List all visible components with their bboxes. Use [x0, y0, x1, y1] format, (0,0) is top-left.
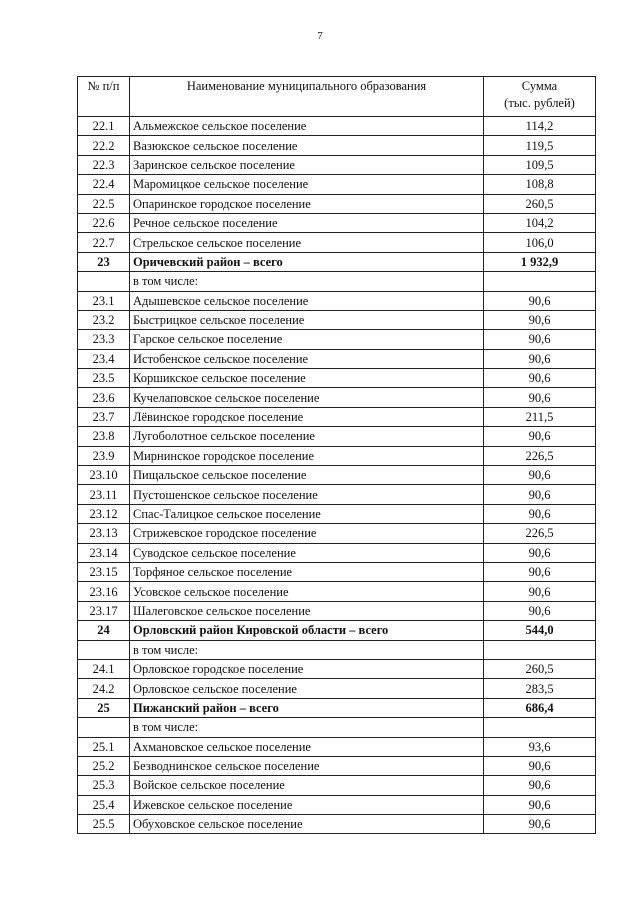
row-name: Лугоболотное сельское поселение: [130, 427, 484, 446]
row-name: Заринское сельское поселение: [130, 155, 484, 174]
row-sum: [484, 718, 596, 737]
row-sum: [484, 272, 596, 291]
row-number: 23.10: [78, 466, 130, 485]
table-row: [78, 213, 596, 232]
row-number: 24.1: [78, 659, 130, 678]
header-name: Наименование муниципального образования: [130, 77, 484, 117]
row-number: 23.7: [78, 407, 130, 426]
row-sum: 90,6: [484, 330, 596, 349]
row-name: Мирнинское городское поселение: [130, 446, 484, 465]
row-number: 23.17: [78, 601, 130, 620]
row-number: 24: [78, 621, 130, 640]
row-sum: 211,5: [484, 407, 596, 426]
row-number: 23.4: [78, 349, 130, 368]
row-name: Обуховское сельское поселение: [130, 815, 484, 834]
row-number: 23.6: [78, 388, 130, 407]
row-sum: 90,6: [484, 504, 596, 523]
table-row: [78, 427, 596, 446]
table-row: [78, 485, 596, 504]
row-name: Пустошенское сельское поселение: [130, 485, 484, 504]
row-number: 25.4: [78, 795, 130, 814]
row-sum: 114,2: [484, 117, 596, 136]
row-name: Стрельское сельское поселение: [130, 233, 484, 252]
row-name: Оричевский район – всего: [130, 252, 484, 271]
row-name: Ахмановское сельское поселение: [130, 737, 484, 756]
row-number: 24.2: [78, 679, 130, 698]
table-row: [78, 349, 596, 368]
row-sum: 106,0: [484, 233, 596, 252]
row-number: 25: [78, 698, 130, 717]
row-name: Орловское сельское поселение: [130, 679, 484, 698]
row-number: 23.2: [78, 310, 130, 329]
table-row: [78, 524, 596, 543]
table-row: [78, 446, 596, 465]
row-number: 23: [78, 252, 130, 271]
row-sum: 283,5: [484, 679, 596, 698]
row-name: Вазюкское сельское поселение: [130, 136, 484, 155]
row-number: 22.3: [78, 155, 130, 174]
row-sum: 226,5: [484, 524, 596, 543]
row-name: Безводнинское сельское поселение: [130, 756, 484, 775]
row-number: [78, 718, 130, 737]
table-row: [78, 310, 596, 329]
row-name: Войское сельское поселение: [130, 776, 484, 795]
row-sum: 90,6: [484, 291, 596, 310]
table-row: [78, 718, 596, 737]
row-number: 22.2: [78, 136, 130, 155]
row-number: 25.3: [78, 776, 130, 795]
row-sum: 90,6: [484, 466, 596, 485]
table-row: [78, 601, 596, 620]
table-body: [78, 117, 596, 834]
header-sum-unit: (тыс. рублей): [504, 96, 575, 110]
table-row: [78, 776, 596, 795]
row-name: Торфяное сельское поселение: [130, 562, 484, 581]
row-sum: 109,5: [484, 155, 596, 174]
row-sum: 90,6: [484, 815, 596, 834]
row-sum: 104,2: [484, 213, 596, 232]
table-row: [78, 679, 596, 698]
table-row: [78, 233, 596, 252]
row-sum: 260,5: [484, 194, 596, 213]
table-row: [78, 369, 596, 388]
row-number: 22.4: [78, 175, 130, 194]
table-header: [78, 77, 596, 117]
row-sum: 90,6: [484, 388, 596, 407]
row-name: в том числе:: [130, 640, 484, 659]
table-row: [78, 582, 596, 601]
table-row: [78, 272, 596, 291]
row-name: Речное сельское поселение: [130, 213, 484, 232]
table-row-total: [78, 621, 596, 640]
table-row: [78, 175, 596, 194]
row-name: Спас-Талицкое сельское поселение: [130, 504, 484, 523]
row-name: Кучелаповское сельское поселение: [130, 388, 484, 407]
row-name: Пижанский район – всего: [130, 698, 484, 717]
row-sum: 108,8: [484, 175, 596, 194]
row-name: Маромицкое сельское поселение: [130, 175, 484, 194]
row-name: Усовское сельское поселение: [130, 582, 484, 601]
row-number: 22.1: [78, 117, 130, 136]
table-row: [78, 640, 596, 659]
row-number: 23.12: [78, 504, 130, 523]
row-name: Орловский район Кировской области – всего: [130, 621, 484, 640]
row-sum: 90,6: [484, 427, 596, 446]
table-row: [78, 388, 596, 407]
row-sum: [484, 640, 596, 659]
row-sum: 686,4: [484, 698, 596, 717]
row-sum: 90,6: [484, 369, 596, 388]
table-row: [78, 117, 596, 136]
row-sum: 90,6: [484, 562, 596, 581]
table-row: [78, 407, 596, 426]
row-name: Стрижевское городское поселение: [130, 524, 484, 543]
row-sum: 90,6: [484, 310, 596, 329]
row-sum: 1 932,9: [484, 252, 596, 271]
row-name: в том числе:: [130, 718, 484, 737]
row-name: Пищальское сельское поселение: [130, 466, 484, 485]
row-number: 23.9: [78, 446, 130, 465]
table-row-total: [78, 698, 596, 717]
table-row-total: [78, 252, 596, 271]
row-name: Лёвинское городское поселение: [130, 407, 484, 426]
row-sum: 119,5: [484, 136, 596, 155]
row-number: 23.3: [78, 330, 130, 349]
row-number: 23.14: [78, 543, 130, 562]
row-sum: 90,6: [484, 601, 596, 620]
row-number: 22.5: [78, 194, 130, 213]
table-row: [78, 756, 596, 775]
row-number: 23.16: [78, 582, 130, 601]
table-row: [78, 562, 596, 581]
row-sum: 90,6: [484, 582, 596, 601]
row-number: 22.7: [78, 233, 130, 252]
table-row: [78, 815, 596, 834]
row-number: 25.1: [78, 737, 130, 756]
header-sum: [484, 77, 596, 117]
table-row: [78, 737, 596, 756]
table-row: [78, 659, 596, 678]
row-name: Альмежское сельское поселение: [130, 117, 484, 136]
table-row: [78, 504, 596, 523]
row-name: Опаринское городское поселение: [130, 194, 484, 213]
table-row: [78, 291, 596, 310]
row-number: 22.6: [78, 213, 130, 232]
table-row: [78, 330, 596, 349]
row-name: Коршикское сельское поселение: [130, 369, 484, 388]
row-name: Адышевское сельское поселение: [130, 291, 484, 310]
row-name: Орловское городское поселение: [130, 659, 484, 678]
row-name: Суводское сельское поселение: [130, 543, 484, 562]
header-sum-title: Сумма: [521, 79, 558, 93]
row-sum: 90,6: [484, 349, 596, 368]
row-sum: 90,6: [484, 756, 596, 775]
row-sum: 226,5: [484, 446, 596, 465]
row-name: Шалеговское сельское поселение: [130, 601, 484, 620]
row-sum: 93,6: [484, 737, 596, 756]
header-row: [78, 77, 596, 117]
row-number: 25.2: [78, 756, 130, 775]
row-number: 23.15: [78, 562, 130, 581]
row-sum: 260,5: [484, 659, 596, 678]
row-sum: 544,0: [484, 621, 596, 640]
row-sum: 90,6: [484, 485, 596, 504]
table-row: [78, 543, 596, 562]
row-name: Истобенское сельское поселение: [130, 349, 484, 368]
page-number: 7: [317, 30, 323, 42]
allocation-table: [77, 76, 596, 834]
row-number: 23.11: [78, 485, 130, 504]
row-number: [78, 640, 130, 659]
table-row: [78, 194, 596, 213]
table-row: [78, 155, 596, 174]
row-name: Ижевское сельское поселение: [130, 795, 484, 814]
header-number: № п/п: [78, 77, 130, 117]
table-row: [78, 466, 596, 485]
table-row: [78, 136, 596, 155]
row-name: в том числе:: [130, 272, 484, 291]
row-number: 23.1: [78, 291, 130, 310]
row-number: [78, 272, 130, 291]
row-number: 23.5: [78, 369, 130, 388]
table-row: [78, 795, 596, 814]
row-sum: 90,6: [484, 795, 596, 814]
row-number: 23.13: [78, 524, 130, 543]
row-name: Гарское сельское поселение: [130, 330, 484, 349]
row-number: 23.8: [78, 427, 130, 446]
row-sum: 90,6: [484, 776, 596, 795]
row-number: 25.5: [78, 815, 130, 834]
row-sum: 90,6: [484, 543, 596, 562]
row-name: Быстрицкое сельское поселение: [130, 310, 484, 329]
